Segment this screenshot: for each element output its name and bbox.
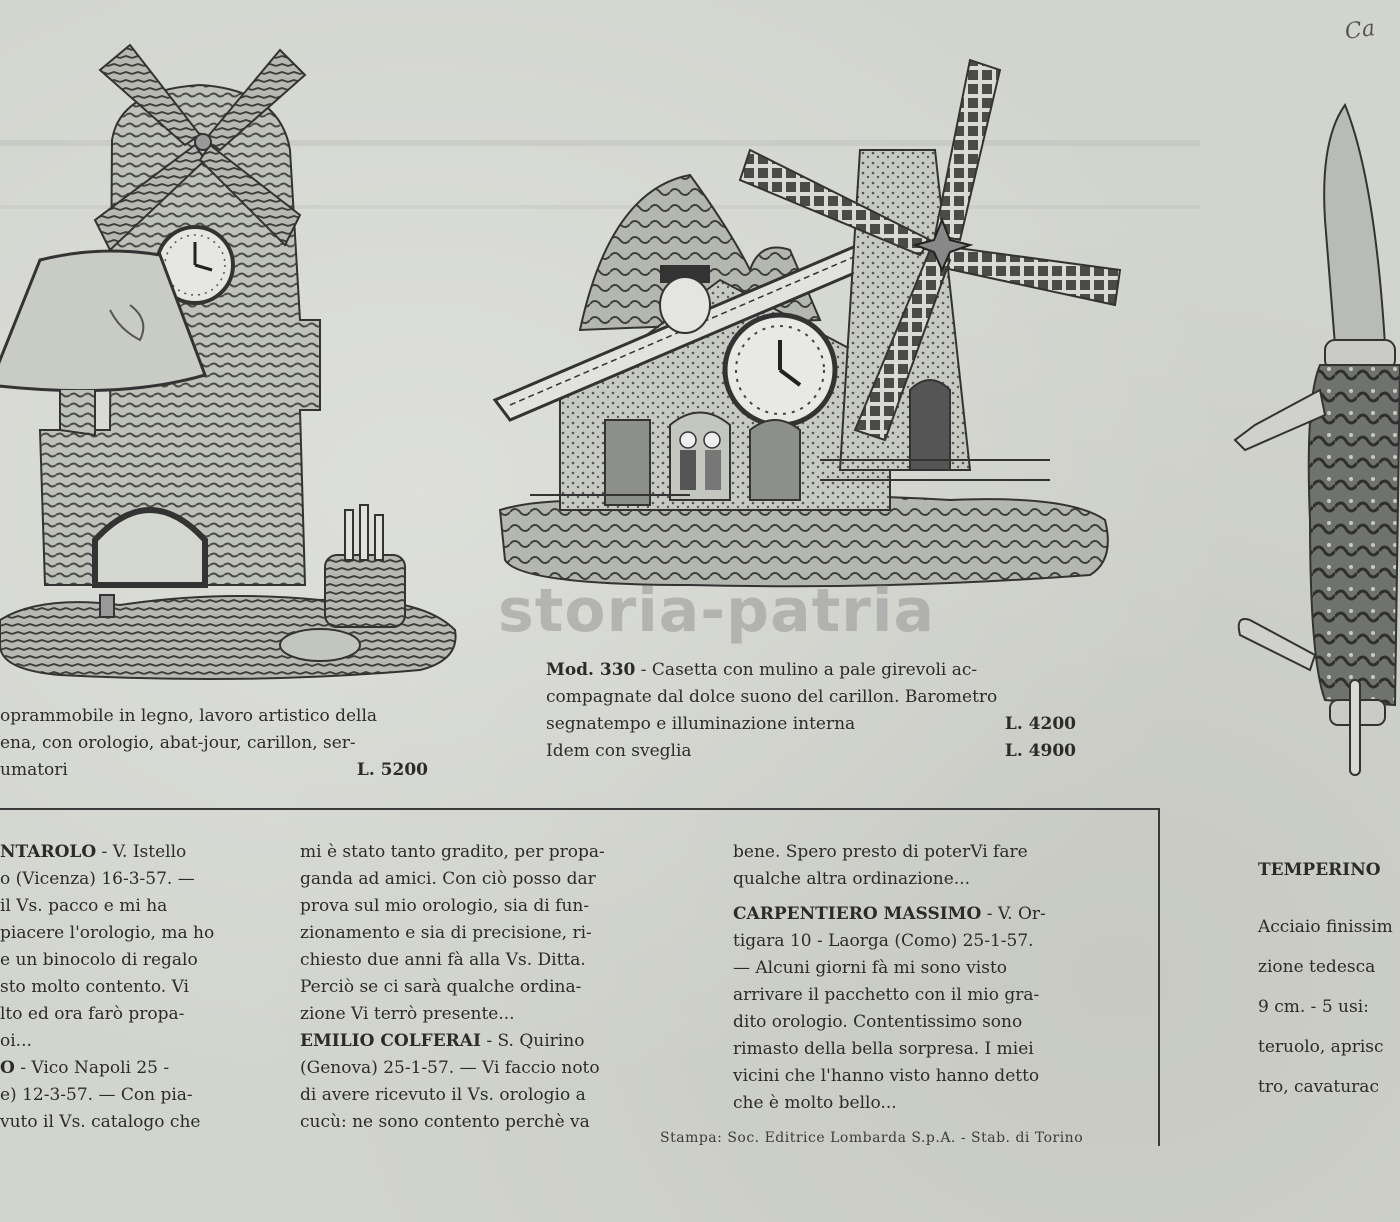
text-line: NTAROLO - V. Istello (0, 842, 187, 862)
caption-line: Idem con sveglia L. 4900 (546, 738, 1076, 765)
text-line: e) 12-3-57. — Con pia- (0, 1085, 193, 1105)
text-line: (Genova) 25-1-57. — Vi faccio noto (300, 1058, 600, 1078)
text-line: mi è stato tanto gradito, per propa- (300, 842, 605, 862)
text-line: e un binocolo di regalo (0, 950, 198, 970)
text-line: sto molto contento. Vi (0, 977, 189, 997)
testimonial-column-2 (300, 839, 690, 1136)
text-line: qualche altra ordinazione... (733, 869, 971, 889)
printer-imprint: Stampa: Soc. Editrice Lombarda S.p.A. - Stab. di Torino (660, 1130, 1084, 1146)
text-line: CARPENTIERO MASSIMO - V. Or- (733, 904, 1046, 924)
caption-line: compagnate dal dolce suono del carillon. Barometro (546, 687, 998, 707)
knife-line: Acciaio finissim (1258, 917, 1393, 937)
text-line: il Vs. pacco e mi ha (0, 896, 168, 916)
text-line: piacere l'orologio, ma ho (0, 923, 215, 943)
price: L. 4200 (1004, 714, 1076, 734)
caption-line: Mod. 330 - Casetta con mulino a pale girevoli ac- (546, 660, 978, 680)
watermark: storia-patria (498, 576, 935, 646)
text-line: lto ed ora farò propa- (0, 1004, 185, 1024)
text-line: cucù: ne sono contento perchè va (300, 1112, 590, 1132)
text-line: rimasto della bella sorpresa. I miei (733, 1039, 1034, 1059)
caption-line: segnatempo e illuminazione interna L. 4200 (546, 711, 1076, 738)
text-line: zionamento e sia di precisione, ri- (300, 923, 592, 943)
knife-line: teruolo, aprisc (1258, 1037, 1384, 1057)
price: L. 5200 (356, 760, 428, 780)
price: L. 4900 (1004, 741, 1076, 761)
text-line: zione Vi terrò presente... (300, 1004, 515, 1024)
text-line: di avere ricevuto il Vs. orologio a (300, 1085, 586, 1105)
corner-handwritten-note: Ca (1343, 16, 1377, 45)
model-number: Mod. 330 (546, 660, 636, 680)
caption-line: umatori L. 5200 (0, 757, 428, 784)
knife-line: 9 cm. - 5 usi: (1258, 997, 1369, 1017)
left-product-caption (0, 703, 428, 784)
text-line: che è molto bello... (733, 1093, 897, 1113)
text-line: EMILIO COLFERAI - S. Quirino (300, 1031, 585, 1051)
text-line: dito orologio. Contentissimo sono (733, 1012, 1023, 1032)
windmill-lamp-illustration (0, 30, 470, 680)
text-line: prova sul mio orologio, sia di fun- (300, 896, 590, 916)
cuckoo-house-illustration (490, 40, 1130, 595)
knife-line: tro, cavaturac (1258, 1077, 1379, 1097)
pocket-knife-illustration (1225, 100, 1400, 780)
caption-line: ena, con orologio, abat-jour, carillon, ser- (0, 733, 356, 753)
center-product-caption (546, 657, 1076, 765)
testimonial-column-1 (0, 839, 245, 1136)
caption-line: oprammobile in legno, lavoro artistico della (0, 706, 378, 726)
text-line: arrivare il pacchetto con il mio gra- (733, 985, 1040, 1005)
knife-title: TEMPERINO (1258, 860, 1381, 880)
text-line: vicini che l'hanno visto hanno detto (733, 1066, 1040, 1086)
text-line: chiesto due anni fà alla Vs. Ditta. (300, 950, 586, 970)
text-line: vuto il Vs. catalogo che (0, 1112, 201, 1132)
text-line: tigara 10 - Laorga (Como) 25-1-57. (733, 931, 1034, 951)
text-line: — Alcuni giorni fà mi sono visto (733, 958, 1008, 978)
testimonial-column-3 (733, 839, 1143, 1117)
text-line: O - Vico Napoli 25 - (0, 1058, 170, 1078)
knife-line: zione tedesca (1258, 957, 1376, 977)
text-line: o (Vicenza) 16-3-57. — (0, 869, 195, 889)
text-line: Perciò se ci sarà qualche ordina- (300, 977, 582, 997)
text-line: oi... (0, 1031, 32, 1051)
text-line: ganda ad amici. Con ciò posso dar (300, 869, 596, 889)
text-line: bene. Spero presto di poterVi fare (733, 842, 1028, 862)
